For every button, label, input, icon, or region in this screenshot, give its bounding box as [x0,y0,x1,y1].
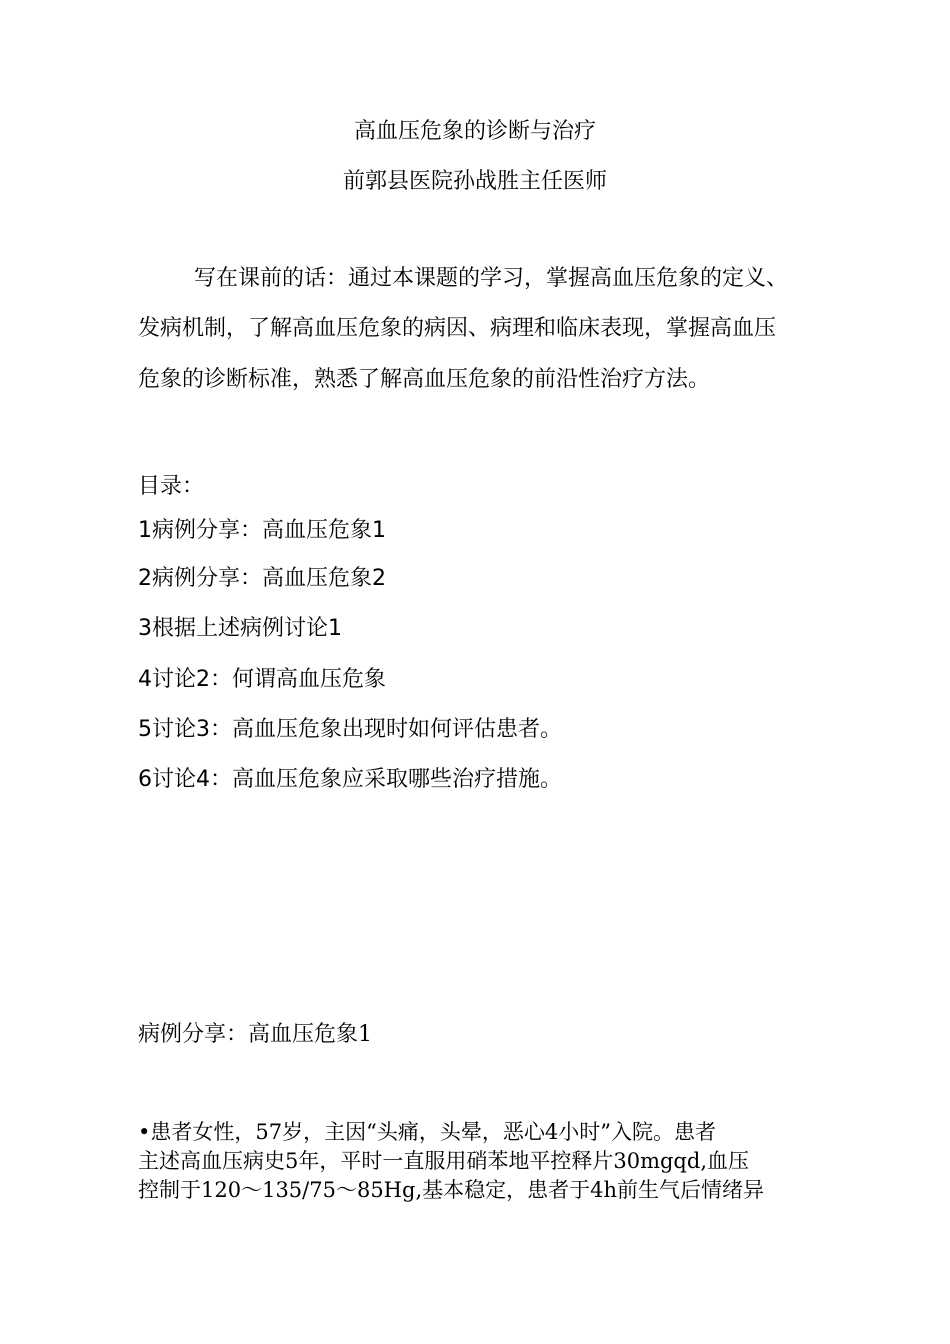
toc-item: 2病例分享：高血压危象2 [138,566,386,591]
toc-item: 4讨论2：何谓高血压危象 [138,667,386,692]
intro-line: 发病机制，了解高血压危象的病因、病理和临床表现，掌握高血压 [138,316,777,341]
toc-item: 3根据上述病例讨论1 [138,616,342,641]
toc-heading: 目录： [138,474,205,499]
toc-item: 5讨论3：高血压危象出现时如何评估患者。 [138,717,562,742]
document-author: 前郭县医院孙战胜主任医师 [342,169,607,194]
section-heading: 病例分享：高血压危象1 [138,1022,372,1047]
document-title: 高血压危象的诊断与治疗 [353,119,596,144]
case-line: 主述高血压病史5年，平时一直服用硝苯地平控释片30mgqd,血压 [138,1149,749,1173]
case-line: •患者女性，57岁，主因“头痛，头晕，恶心4小时”入院。患者 [138,1120,716,1144]
toc-item: 1病例分享：高血压危象1 [138,518,386,543]
toc-item: 6讨论4：高血压危象应采取哪些治疗措施。 [138,767,562,792]
case-line: 控制于120〜135/75〜85Hg,基本稳定，患者于4h前生气后情绪异 [138,1178,764,1202]
intro-line: 写在课前的话：通过本课题的学习，掌握高血压危象的定义、 [194,266,789,291]
intro-line: 危象的诊断标准，熟悉了解高血压危象的前沿性治疗方法。 [138,367,711,392]
